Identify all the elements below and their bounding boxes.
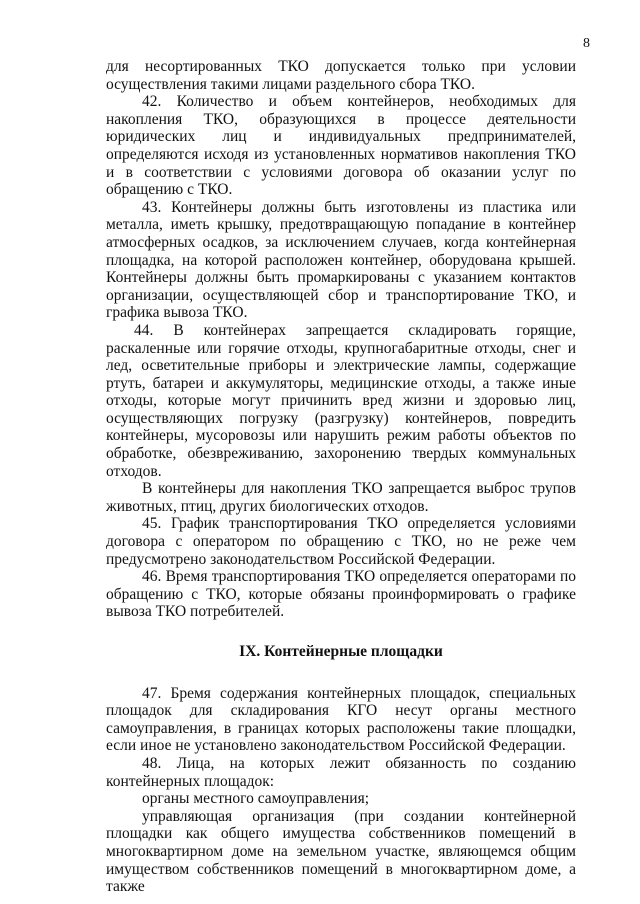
paragraph-p42: 42. Количество и объем контейнеров, необходимых для накопления ТКО, образующихся в процессе деятельности юридических лиц и индивидуальных предпринимателей, определяются исходя из установленных нормативов накопления ТКО и в соответствии с условиями договора об оказании услуг по обращению с ТКО. (106, 93, 576, 199)
paragraph-p48b: управляющая организация (при создании контейнерной площадки как общего имущества собственников помещений в многоквартирном доме на земельном участке, являющемся общим имуществом собственников помещений в многоквартирном доме, а также (106, 807, 576, 896)
paragraph-p0: для несортированных ТКО допускается только при условии осуществления такими лицами раздельного сбора ТКО. (106, 58, 576, 93)
paragraph-p48: 48. Лица, на которых лежит обязанность по созданию контейнерных площадок: (106, 754, 576, 790)
paragraph-p47: 47. Бремя содержания контейнерных площадок, специальных площадок для складирования КГО несут органы местного самоуправления, в границах которых расположены такие площадки, если иное не установлено законодательством Российской Федерации. (106, 684, 576, 755)
paragraph-p45: 45. График транспортирования ТКО определяется условиями договора с оператором по обращению с ТКО, но не реже чем предусмотрено законодательством Российской Федерации. (106, 515, 576, 568)
paragraphs-after-section (106, 685, 576, 896)
paragraph-p44b: В контейнеры для накопления ТКО запрещается выброс трупов животных, птиц, других биологических отходов. (106, 480, 576, 515)
paragraph-p48a: органы местного самоуправления; (142, 790, 370, 808)
paragraph-p44: 44. В контейнерах запрещается складировать горящие, раскаленные или горячие отходы, крупногабаритные отходы, снег и лед, осветительные приборы и электрические лампы, содержащие ртуть, батареи и аккумуляторы, медицинские отходы, а также иные отходы, которые могут причинить вред жизни и здоровью лиц, осуществляющих погрузку (разгрузку) контейнеров, повредить контейнеры, мусоровозы или нарушить режим работы объектов по обработке, обезвреживанию, захоронению твердых коммунальных отходов. (106, 321, 576, 480)
document-body (106, 58, 576, 896)
paragraphs-before-section (106, 58, 576, 621)
page-number: 8 (583, 36, 590, 51)
paragraph-p46: 46. Время транспортирования ТКО определяется операторами по обращению с ТКО, которые обязаны проинформировать о графике вывоза ТКО потребителей. (106, 568, 576, 621)
paragraph-p43: 43. Контейнеры должны быть изготовлены из пластика или металла, иметь крышку, предотвращающую попадание в контейнер атмосферных осадков, за исключением случаев, когда контейнерная площадка, на которой расположен контейнер, оборудована крышей. Контейнеры должны быть промаркированы с указанием контактов организации, осуществляющей сбор и транспортирование ТКО, и графика вывоза ТКО. (106, 198, 576, 322)
section-heading: IX. Контейнерные площадки (239, 643, 443, 660)
